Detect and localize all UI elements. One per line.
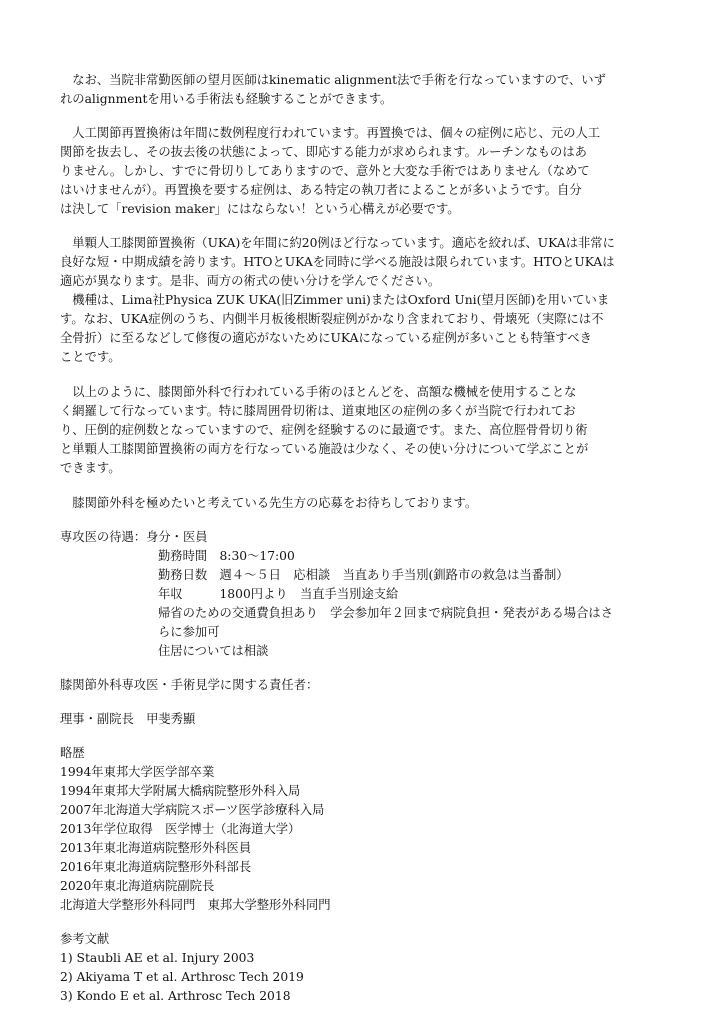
career-item: 2020年東北海道病院副院長 bbox=[60, 879, 215, 893]
career-item: 2007年北海道大学病院スポーツ医学診療科入局 bbox=[60, 803, 325, 817]
closing-line: 膝関節外科を極めたいと考えている先生方の応募をお待ちしております。 bbox=[60, 496, 478, 510]
work-days: 勤務日数 週４〜５日 応相談 当直あり手当別(釧路市の救急は当番制） bbox=[158, 568, 569, 582]
uka-line: ことです。 bbox=[60, 350, 121, 364]
career-item: 2013年東北海道病院整形外科医員 bbox=[60, 841, 252, 855]
revision-line: りません。しかし、すでに骨切りしてありますので、意外と大変な手術ではありません（なめて bbox=[60, 164, 590, 178]
responsible-label: 膝関節外科専攻医・手術見学に関する責任者： bbox=[60, 678, 319, 692]
summary-line: できます。 bbox=[60, 461, 121, 475]
salary: 年収 1800円より 当直手当別途支給 bbox=[158, 587, 399, 601]
career-item: 1994年東邦大学医学部卒業 bbox=[60, 765, 215, 779]
revision-line: はいけませんが）。再置換を要する症例は、ある特定の執刀者によることが多いようです。自分 bbox=[60, 183, 582, 197]
uka-line: 単顆人工膝関節置換術（UKA)を年間に約20例ほど行なっています。適応を絞れば、UKAは非常に bbox=[60, 236, 615, 250]
intro-line: れのalignmentを用いる手術法も経験することができます。 bbox=[60, 92, 393, 106]
career-item: 北海道大学整形外科同門 東邦大学整形外科同門 bbox=[60, 898, 331, 912]
treatment-heading: 専攻医の待遇：身分・医員 bbox=[60, 530, 208, 544]
revision-line: 人工関節再置換術は年間に数例程度行われています。再置換では、個々の症例に応じ、元の人工 bbox=[60, 126, 601, 140]
reference-item: 2) Akiyama T et al. Arthrosc Tech 2019 bbox=[60, 970, 304, 984]
references-heading: 参考文献 bbox=[60, 932, 110, 946]
uka-line: 機種は、Lima社Physica ZUK UKA(旧Zimmer uni)またはOxford Uni(望月医師)を用いていま bbox=[60, 293, 610, 307]
career-item: 1994年東邦大学附属大橋病院整形外科入局 bbox=[60, 784, 301, 798]
summary-line: 以上のように、膝関節外科で行われている手術のほとんどを、高額な機械を使用することな bbox=[60, 385, 577, 399]
career-item: 2013年学位取得 医学博士（北海道大学） bbox=[60, 822, 301, 836]
housing: 住居については相談 bbox=[158, 644, 269, 658]
travel-expense-cont: らに参加可 bbox=[158, 625, 220, 639]
reference-item: 3) Kondo E et al. Arthrosc Tech 2018 bbox=[60, 989, 291, 1003]
uka-line: 全骨折）に至るなどして修復の適応がないためにUKAになっている症例が多いことも特筆すべき bbox=[60, 331, 592, 345]
revision-line: 関節を抜去し、その抜去後の状態によって、即応する能力が求められます。ルーチンなものはあ bbox=[60, 145, 587, 159]
summary-line: く網羅して行なっています。特に膝周囲骨切術は、道東地区の症例の多くが当院で行われてお bbox=[60, 404, 576, 418]
intro-line: なお、当院非常勤医師の望月医師はkinematic alignment法で手術を行なっていますので、いず bbox=[60, 73, 606, 87]
uka-line: 適応が異なります。是非、両方の術式の使い分けを学んでください。 bbox=[60, 274, 441, 288]
summary-line: と単顆人工膝関節置換術の両方を行なっている施設は少なく、その使い分けについて学ぶことが bbox=[60, 442, 589, 456]
uka-line: 良好な短・中期成績を誇ります。HTOとUKAを同時に学べる施設は限られています。HTOとUKAは bbox=[60, 255, 615, 269]
career-heading: 略歴 bbox=[60, 746, 85, 760]
career-item: 2016年東北海道病院整形外科部長 bbox=[60, 860, 252, 874]
travel-expense: 帰省のための交通費負担あり 学会参加年２回まで病院負担・発表がある場合はさ bbox=[158, 606, 613, 620]
reference-item: 1) Staubli AE et al. Injury 2003 bbox=[60, 951, 255, 965]
uka-line: す。なお、UKA症例のうち、内側半月板後根断裂症例がかなり含まれており、骨壊死（実際には不 bbox=[60, 312, 604, 326]
work-hours: 勤務時間 8:30〜17:00 bbox=[158, 549, 295, 563]
revision-line: は決して「revision maker」にはならない！という心構えが必要です。 bbox=[60, 202, 460, 216]
responsible-name: 理事・副院長 甲斐秀顯 bbox=[60, 712, 196, 726]
summary-line: り、圧倒的症例数となっていますので、症例を経験するのに最適です。また、高位脛骨骨切り術 bbox=[60, 423, 588, 437]
